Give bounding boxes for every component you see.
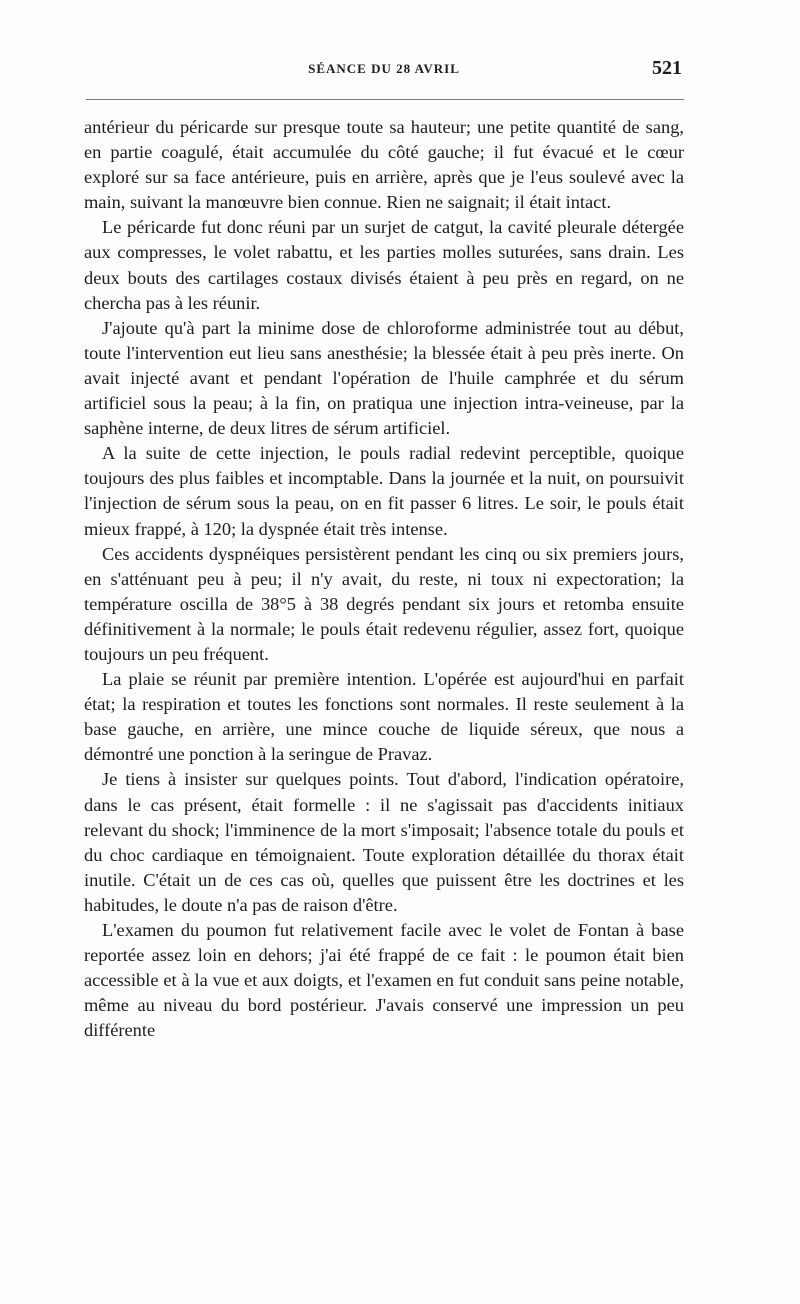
running-title: SÉANCE DU 28 AVRIL <box>308 61 460 76</box>
running-head <box>84 57 684 87</box>
paragraph: Le péricarde fut donc réuni par un surjet de catgut, la cavité pleurale détergée aux compresses, le volet rabattu, et les parties molles suturées, sans drain. Les deux bouts des cartilages costaux divisés étaient à peu près en regard, on ne chercha pas à les réunir. <box>84 217 684 313</box>
header-rule <box>86 99 684 100</box>
body-text <box>84 115 684 1043</box>
paragraph: A la suite de cette injection, le pouls radial redevint perceptible, quoique toujours des plus faibles et incomptable. Dans la journée et la nuit, on poursuivit l'injection de sérum sous la peau, on en fit passer 6 litres. Le soir, le pouls était mieux frappé, à 120; la dyspnée était très intense. <box>84 443 684 539</box>
paragraph: La plaie se réunit par première intention. L'opérée est aujourd'hui en parfait état; la respiration et toutes les fonctions sont normales. Il reste seulement à la base gauche, en arrière, une mince couche de liquide séreux, que nous a démontré une ponction à la seringue de Pravaz. <box>84 669 684 765</box>
paragraph: J'ajoute qu'à part la minime dose de chloroforme administrée tout au début, toute l'intervention eut lieu sans anesthésie; la blessée était à peu près inerte. On avait injecté avant et pendant l'opération de l'huile camphrée et du sérum artificiel sous la peau; à la fin, on pratiqua une injection intra-veineuse, par la saphène interne, de deux litres de sérum artificiel. <box>84 317 684 439</box>
paragraph: L'examen du poumon fut relativement facile avec le volet de Fontan à base reportée assez loin en dehors; j'ai été frappé de ce fait : le poumon était bien accessible et à la vue et aux doigts, et l'examen en fut conduit sans peine notable, même au niveau du bord postérieur. J'avais conservé une impression un peu différente <box>84 920 684 1041</box>
page-number: 521 <box>652 57 682 79</box>
paragraph: Ces accidents dyspnéiques persistèrent pendant les cinq ou six premiers jours, en s'atténuant peu à peu; il n'y avait, du reste, ni toux ni expectoration; la température oscilla de 38°5 à 38 degrés pendant six jours et retomba ensuite définitivement à la normale; le pouls était redevenu régulier, assez fort, quoique toujours un peu fréquent. <box>84 543 684 664</box>
paragraph: antérieur du péricarde sur presque toute sa hauteur; une petite quantité de sang, en partie coagulé, était accumulée du côté gauche; il fut évacué et le cœur exploré sur sa face antérieure, puis en arrière, après que je l'eus soulevé avec la main, suivant la manœuvre bien connue. Rien ne saignait; il était intact. <box>84 117 684 213</box>
paragraph: Je tiens à insister sur quelques points. Tout d'abord, l'indication opératoire, dans le cas présent, était formelle : il ne s'agissait pas d'accidents initiaux relevant du shock; l'imminence de la mort s'imposait; l'absence totale du pouls et du choc cardiaque en témoignaient. Toute exploration détaillée du thorax était inutile. C'était un de ces cas où, quelles que puissent être les doctrines et les habitudes, le doute n'a pas de raison d'être. <box>84 769 684 915</box>
